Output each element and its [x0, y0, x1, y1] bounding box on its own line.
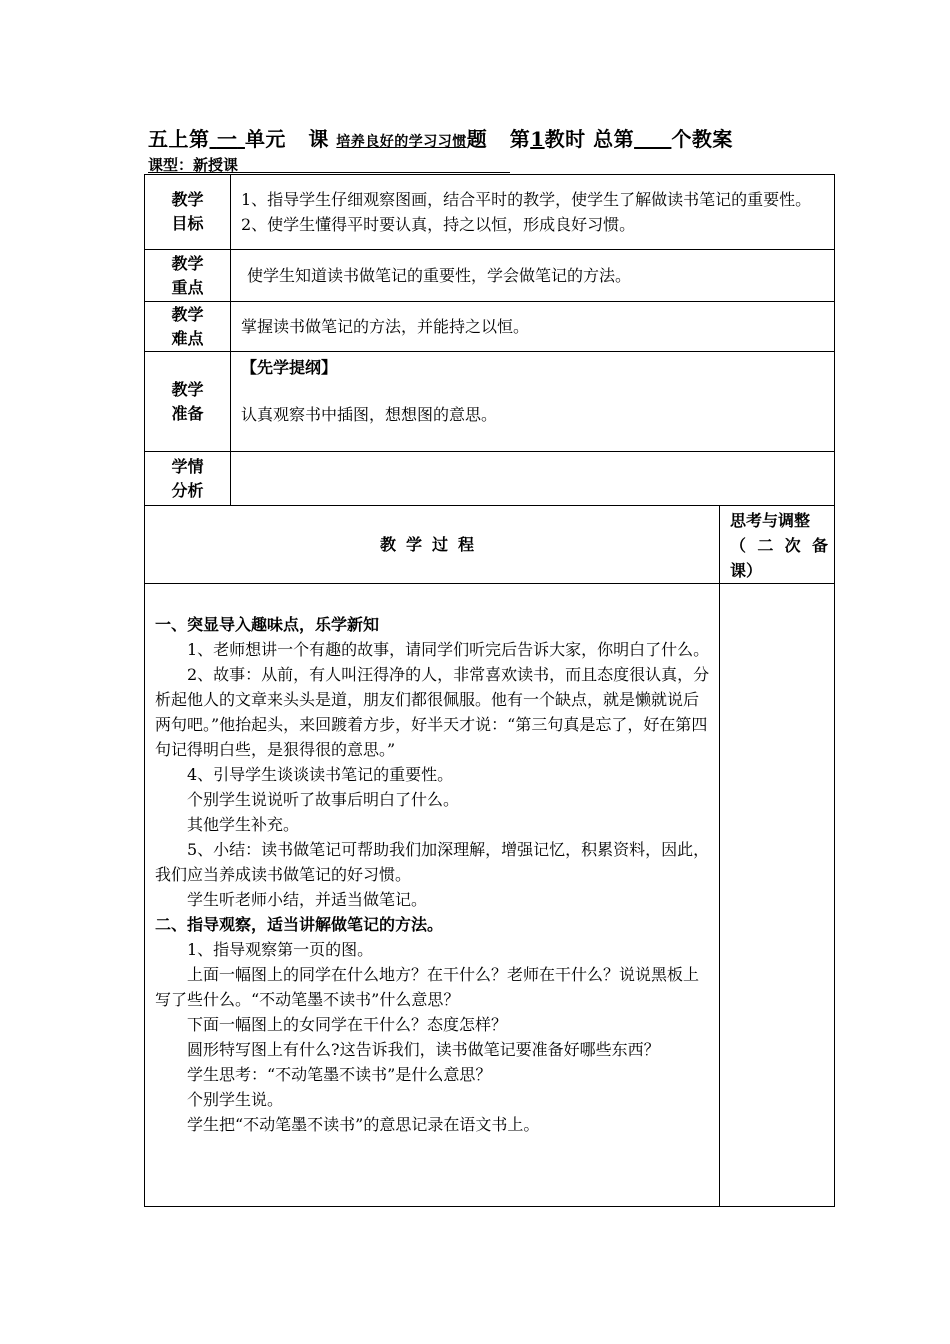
lesson-type-underline: [148, 172, 510, 173]
period-prefix: 第: [509, 127, 531, 151]
process-line: 5、小结：读书做笔记可帮助我们加深理解，增强记忆，积累资料，因此，我们应当养成读书做笔记的好习惯。: [155, 840, 710, 884]
adjustment-header-line-3: 课）: [730, 561, 763, 580]
process-line: 4、引导学生谈谈读书笔记的重要性。: [187, 765, 454, 784]
total-prefix: 总第: [593, 127, 635, 151]
process-header: 教学过程: [145, 506, 720, 584]
process-line: 个别学生说。: [187, 1090, 284, 1109]
adjustment-body: [720, 584, 835, 1207]
lesson-plan-table: [144, 174, 835, 1207]
row-process-header: [145, 506, 835, 584]
difficulties-label: 教学 难点: [145, 302, 231, 352]
process-line: 1、指导观察第一页的图。: [187, 940, 374, 959]
unit-word: 单元: [244, 127, 286, 151]
lesson-title: [148, 123, 733, 152]
process-line: 其他学生补充。: [187, 815, 300, 834]
row-analysis: [145, 452, 835, 506]
process-line: 1、老师想讲一个有趣的故事，请同学们听完后告诉大家，你明白了什么。: [187, 640, 710, 659]
process-body: [145, 584, 720, 1207]
lesson-type: 课型：新授课: [148, 156, 239, 174]
preparation-content: [231, 352, 835, 452]
preparation-label: 教学 准备: [145, 352, 231, 452]
total-suffix: 个教案: [671, 127, 733, 151]
analysis-content: [231, 452, 835, 506]
key-points-label: 教学 重点: [145, 250, 231, 302]
process-line: 圆形特写图上有什么?这告诉我们，读书做笔记要准备好哪些东西？: [187, 1040, 660, 1059]
preparation-heading: 【先学提纲】: [241, 358, 338, 377]
period-number: 1: [530, 127, 545, 151]
process-line: 上面一幅图上的同学在什么地方？在干什么？老师在干什么？说说黑板上写了些什么。“不动笔墨不读书”什么意思？: [155, 965, 700, 1009]
process-line: 2、故事：从前，有人叫汪得净的人，非常喜欢读书，而且态度很认真，分析起他人的文章来头头是道，朋友们都很佩服。他有一个缺点，就是懒就说后两句吧。”他抬起头，来回踱着方步，好半天才说：“第三句真是忘了，好在第四句记得明白些，是狠得很的意思。”: [155, 665, 710, 759]
row-difficulties: [145, 302, 835, 352]
key-points-content: 使学生知道读书做笔记的重要性，学会做笔记的方法。: [231, 250, 835, 302]
goal-1: 1、指导学生仔细观察图画，结合平时的教学，使学生了解做读书笔记的重要性。: [241, 190, 812, 209]
title-word: 题: [466, 127, 488, 151]
row-process-body: [145, 584, 835, 1207]
period-suffix: 教时: [544, 127, 586, 151]
goal-2: 2、使学生懂得平时要认真，持之以恒，形成良好习惯。: [241, 215, 636, 234]
unit-number: 一: [216, 127, 238, 151]
total-number-blank: [634, 127, 671, 151]
process-line: 学生把“不动笔墨不读书”的意思记录在语文书上。: [187, 1115, 540, 1134]
process-line: 学生听老师小结，并适当做笔记。: [187, 890, 428, 909]
preparation-text: 认真观察书中插图，想想图的意思。: [241, 405, 498, 424]
section-heading-2: 二、指导观察，适当讲解做笔记的方法。: [155, 915, 444, 934]
row-key-points: [145, 250, 835, 302]
lesson-word: 课: [308, 127, 329, 151]
adjustment-header-line-1: 思考与调整: [730, 511, 811, 530]
analysis-label: 学情 分析: [145, 452, 231, 506]
difficulties-content: 掌握读书做笔记的方法，并能持之以恒。: [231, 302, 835, 352]
row-preparation: [145, 352, 835, 452]
adjustment-header-line-2: （ 二 次 备: [730, 536, 828, 555]
row-goals: [145, 175, 835, 250]
process-line: 个别学生说说听了故事后明白了什么。: [187, 790, 460, 809]
goals-content: [231, 175, 835, 250]
section-heading-1: 一、突显导入趣味点，乐学新知: [155, 615, 380, 634]
adjustment-header: [720, 506, 835, 584]
title-prefix: 五上第: [148, 127, 210, 151]
process-line: 下面一幅图上的女同学在干什么？态度怎样？: [187, 1015, 508, 1034]
lesson-topic: 培养良好的学习习惯: [336, 134, 467, 150]
goals-label: 教学 目标: [145, 175, 231, 250]
process-line: 学生思考：“不动笔墨不读书”是什么意思？: [187, 1065, 492, 1084]
